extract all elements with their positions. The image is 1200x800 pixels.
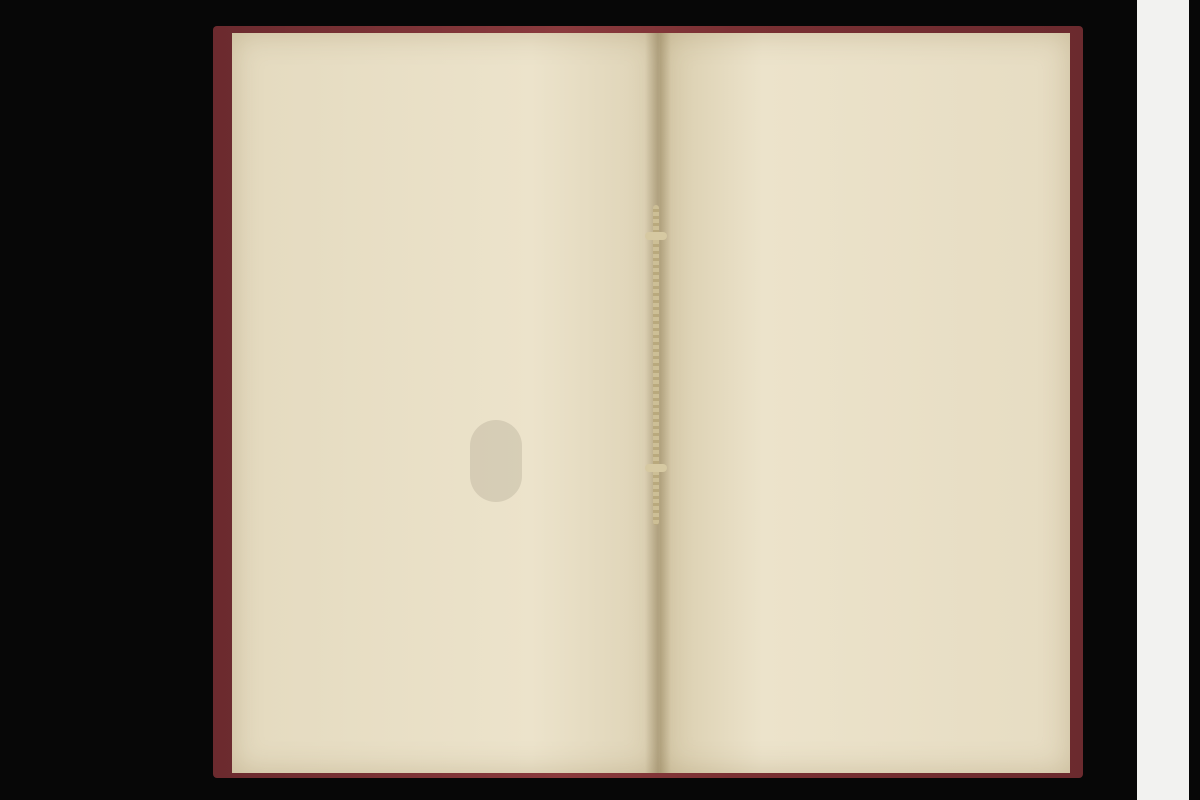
thread-knot-top [645,232,667,240]
thread-knot-bottom [645,464,667,472]
binding-thread [653,205,659,525]
measuring-ruler [1137,0,1189,800]
right-page [660,33,1070,773]
watermark-logo [470,420,522,502]
left-page [232,33,660,773]
